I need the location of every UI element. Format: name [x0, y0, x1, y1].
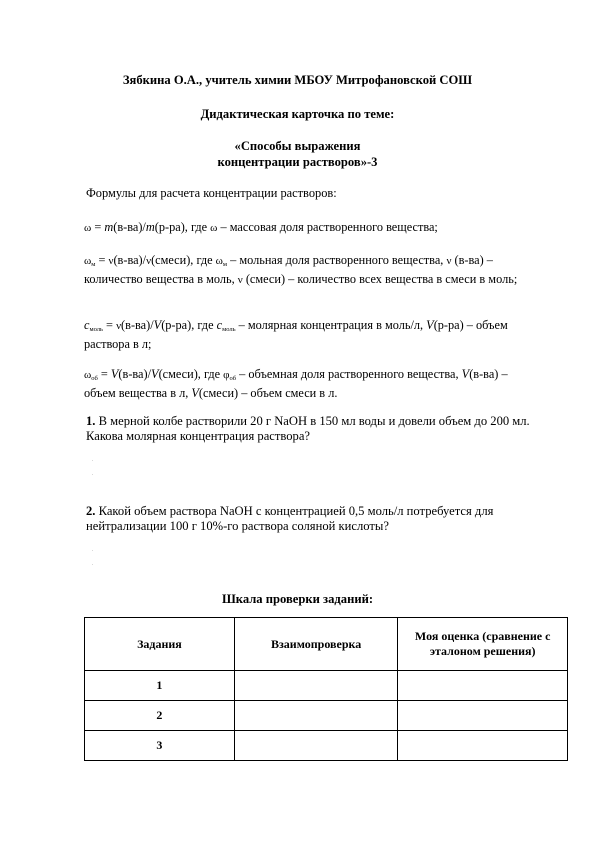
scale-title: Шкала проверки заданий: — [221, 592, 374, 606]
answer-mark: . — [92, 472, 94, 477]
header-peer-review: Взаимопроверка — [234, 618, 398, 671]
table-row — [85, 671, 568, 701]
assessment-table — [84, 617, 568, 761]
self-assessment-cell[interactable] — [398, 671, 568, 701]
task-text: В мерной колбе растворили 20 г NaOH в 150 мл воды и довели объем до 200 мл. Какова молярная концентрация раствора? — [86, 414, 530, 443]
peer-review-cell[interactable] — [234, 671, 398, 701]
formula-molar-concentration: $c_{моль} = \nu(в-ва)/V(р-ра)$, где $c_{моль}$ – молярная концентрация в моль/л, V(р-ра) – объем раствора в л; — [84, 318, 508, 352]
task-number: 1. — [86, 414, 96, 428]
author-line: Зябкина О.А., учитель химии МБОУ Митрофановской СОШ — [122, 73, 473, 87]
formula-mole-fraction: $\omega_м$ = ν(в-ва)/ν(смеси), где $\omega_м$ – мольная доля растворенного вещества, ν (в-ва) – количество вещества в моль, ν (смеси) – количество всех вещества в смеси в моль; — [84, 253, 518, 287]
answer-mark: . — [92, 562, 94, 567]
task-1 — [86, 414, 536, 443]
header-self-assessment: Моя оценка (сравнение с эталоном решения) — [398, 618, 568, 671]
table-row — [85, 731, 568, 761]
topic-line-2: концентрации растворов»-3 — [217, 155, 378, 169]
self-assessment-cell[interactable] — [398, 701, 568, 731]
formula-volume-fraction: $\omega_{об}$ = V(в-ва)/V(смеси), где $\varphi_{об}$ – объемная доля растворенного вещества, V(в-ва) – объем вещества в л, V(смеси) – объем смеси в л. — [84, 367, 508, 401]
task-cell: 2 — [85, 701, 235, 731]
formulas-intro: Формулы для расчета концентрации растворов: — [86, 186, 337, 200]
topic-line-1: «Способы выражения — [234, 139, 361, 153]
answer-mark: . — [92, 548, 94, 553]
formula-mass-fraction: ω = m(в-ва)/m(р-ра), где ω – массовая доля растворенного вещества; — [84, 220, 438, 234]
task-cell: 1 — [85, 671, 235, 701]
card-title: Дидактическая карточка по теме: — [200, 107, 395, 121]
peer-review-cell[interactable] — [234, 701, 398, 731]
task-text: Какой объем раствора NaOH с концентрацией 0,5 моль/л потребуется для нейтрализации 100 г 10%-го раствора соляной кислоты? — [86, 504, 494, 533]
task-cell: 3 — [85, 731, 235, 761]
task-number: 2. — [86, 504, 96, 518]
peer-review-cell[interactable] — [234, 731, 398, 761]
header-tasks: Задания — [85, 618, 235, 671]
self-assessment-cell[interactable] — [398, 731, 568, 761]
table-row — [85, 701, 568, 731]
table-header-row — [85, 618, 568, 671]
answer-mark: . — [92, 458, 94, 463]
task-2 — [86, 504, 536, 533]
